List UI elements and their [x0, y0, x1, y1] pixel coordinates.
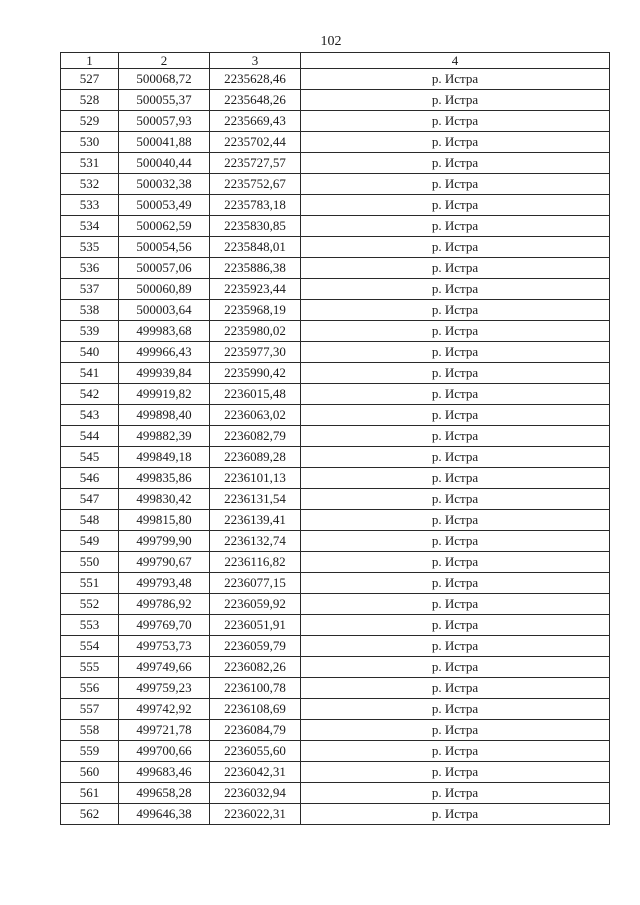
y-coordinate-cell: 2235848,01	[210, 237, 301, 258]
table-row	[61, 699, 610, 720]
description-cell: р. Истра	[301, 573, 610, 594]
x-coordinate-cell: 500041,88	[119, 132, 210, 153]
x-coordinate-cell: 500003,64	[119, 300, 210, 321]
y-coordinate-cell: 2236055,60	[210, 741, 301, 762]
y-coordinate-cell: 2236051,91	[210, 615, 301, 636]
description-cell: р. Истра	[301, 153, 610, 174]
y-coordinate-cell: 2236015,48	[210, 384, 301, 405]
y-coordinate-cell: 2236100,78	[210, 678, 301, 699]
description-cell: р. Истра	[301, 174, 610, 195]
point-number-cell: 555	[61, 657, 119, 678]
point-number-cell: 535	[61, 237, 119, 258]
y-coordinate-cell: 2236082,79	[210, 426, 301, 447]
point-number-cell: 547	[61, 489, 119, 510]
y-coordinate-cell: 2235648,26	[210, 90, 301, 111]
table-row	[61, 531, 610, 552]
x-coordinate-cell: 499721,78	[119, 720, 210, 741]
x-coordinate-cell: 499658,28	[119, 783, 210, 804]
description-cell: р. Истра	[301, 426, 610, 447]
description-cell: р. Истра	[301, 300, 610, 321]
header-row	[61, 53, 610, 69]
description-cell: р. Истра	[301, 510, 610, 531]
table-row	[61, 510, 610, 531]
point-number-cell: 539	[61, 321, 119, 342]
table-row	[61, 447, 610, 468]
x-coordinate-cell: 499898,40	[119, 405, 210, 426]
point-number-cell: 541	[61, 363, 119, 384]
description-cell: р. Истра	[301, 69, 610, 90]
table-row	[61, 342, 610, 363]
table-row	[61, 678, 610, 699]
y-coordinate-cell: 2235752,67	[210, 174, 301, 195]
point-number-cell: 532	[61, 174, 119, 195]
table-row	[61, 468, 610, 489]
header-col-3: 3	[210, 53, 301, 69]
table-row	[61, 300, 610, 321]
description-cell: р. Истра	[301, 447, 610, 468]
x-coordinate-cell: 499830,42	[119, 489, 210, 510]
table-row	[61, 153, 610, 174]
y-coordinate-cell: 2235830,85	[210, 216, 301, 237]
description-cell: р. Истра	[301, 741, 610, 762]
table-row	[61, 174, 610, 195]
table-row	[61, 384, 610, 405]
y-coordinate-cell: 2236022,31	[210, 804, 301, 825]
y-coordinate-cell: 2236063,02	[210, 405, 301, 426]
x-coordinate-cell: 499835,86	[119, 468, 210, 489]
table-row	[61, 720, 610, 741]
table-row	[61, 279, 610, 300]
table-body	[61, 69, 610, 825]
point-number-cell: 562	[61, 804, 119, 825]
y-coordinate-cell: 2236132,74	[210, 531, 301, 552]
header-col-2: 2	[119, 53, 210, 69]
description-cell: р. Истра	[301, 321, 610, 342]
y-coordinate-cell: 2235886,38	[210, 258, 301, 279]
x-coordinate-cell: 499799,90	[119, 531, 210, 552]
x-coordinate-cell: 500040,44	[119, 153, 210, 174]
point-number-cell: 560	[61, 762, 119, 783]
x-coordinate-cell: 500062,59	[119, 216, 210, 237]
point-number-cell: 528	[61, 90, 119, 111]
y-coordinate-cell: 2235980,02	[210, 321, 301, 342]
description-cell: р. Истра	[301, 615, 610, 636]
table-row	[61, 90, 610, 111]
x-coordinate-cell: 499882,39	[119, 426, 210, 447]
y-coordinate-cell: 2236059,79	[210, 636, 301, 657]
point-number-cell: 529	[61, 111, 119, 132]
point-number-cell: 533	[61, 195, 119, 216]
description-cell: р. Истра	[301, 804, 610, 825]
x-coordinate-cell: 500054,56	[119, 237, 210, 258]
table-row	[61, 573, 610, 594]
x-coordinate-cell: 500057,06	[119, 258, 210, 279]
table-row	[61, 321, 610, 342]
point-number-cell: 543	[61, 405, 119, 426]
point-number-cell: 558	[61, 720, 119, 741]
y-coordinate-cell: 2236139,41	[210, 510, 301, 531]
table-row	[61, 111, 610, 132]
description-cell: р. Истра	[301, 384, 610, 405]
point-number-cell: 534	[61, 216, 119, 237]
table-row	[61, 216, 610, 237]
table-row	[61, 594, 610, 615]
point-number-cell: 530	[61, 132, 119, 153]
y-coordinate-cell: 2236116,82	[210, 552, 301, 573]
point-number-cell: 540	[61, 342, 119, 363]
y-coordinate-cell: 2236059,92	[210, 594, 301, 615]
x-coordinate-cell: 500053,49	[119, 195, 210, 216]
table-row	[61, 426, 610, 447]
table-row	[61, 258, 610, 279]
table-row	[61, 132, 610, 153]
description-cell: р. Истра	[301, 678, 610, 699]
y-coordinate-cell: 2236108,69	[210, 699, 301, 720]
point-number-cell: 544	[61, 426, 119, 447]
table-row	[61, 615, 610, 636]
description-cell: р. Истра	[301, 405, 610, 426]
table-row	[61, 363, 610, 384]
y-coordinate-cell: 2235968,19	[210, 300, 301, 321]
description-cell: р. Истра	[301, 489, 610, 510]
description-cell: р. Истра	[301, 279, 610, 300]
description-cell: р. Истра	[301, 237, 610, 258]
point-number-cell: 527	[61, 69, 119, 90]
x-coordinate-cell: 499759,23	[119, 678, 210, 699]
table-row	[61, 804, 610, 825]
point-number-cell: 561	[61, 783, 119, 804]
table-row	[61, 741, 610, 762]
description-cell: р. Истра	[301, 594, 610, 615]
point-number-cell: 537	[61, 279, 119, 300]
x-coordinate-cell: 499742,92	[119, 699, 210, 720]
x-coordinate-cell: 499939,84	[119, 363, 210, 384]
description-cell: р. Истра	[301, 363, 610, 384]
description-cell: р. Истра	[301, 258, 610, 279]
description-cell: р. Истра	[301, 636, 610, 657]
y-coordinate-cell: 2235923,44	[210, 279, 301, 300]
x-coordinate-cell: 499793,48	[119, 573, 210, 594]
table-row	[61, 783, 610, 804]
description-cell: р. Истра	[301, 720, 610, 741]
point-number-cell: 549	[61, 531, 119, 552]
y-coordinate-cell: 2235702,44	[210, 132, 301, 153]
x-coordinate-cell: 500060,89	[119, 279, 210, 300]
table-row	[61, 195, 610, 216]
point-number-cell: 538	[61, 300, 119, 321]
x-coordinate-cell: 500068,72	[119, 69, 210, 90]
table-header	[61, 53, 610, 69]
table-row	[61, 489, 610, 510]
coordinates-table	[60, 52, 610, 825]
point-number-cell: 559	[61, 741, 119, 762]
description-cell: р. Истра	[301, 195, 610, 216]
table-row	[61, 69, 610, 90]
point-number-cell: 551	[61, 573, 119, 594]
description-cell: р. Истра	[301, 90, 610, 111]
y-coordinate-cell: 2235727,57	[210, 153, 301, 174]
page-number: 102	[320, 34, 342, 49]
x-coordinate-cell: 500032,38	[119, 174, 210, 195]
y-coordinate-cell: 2236131,54	[210, 489, 301, 510]
description-cell: р. Истра	[301, 531, 610, 552]
x-coordinate-cell: 499966,43	[119, 342, 210, 363]
description-cell: р. Истра	[301, 342, 610, 363]
table-row	[61, 405, 610, 426]
point-number-cell: 556	[61, 678, 119, 699]
y-coordinate-cell: 2235977,30	[210, 342, 301, 363]
description-cell: р. Истра	[301, 762, 610, 783]
description-cell: р. Истра	[301, 657, 610, 678]
x-coordinate-cell: 499769,70	[119, 615, 210, 636]
table-row	[61, 762, 610, 783]
x-coordinate-cell: 500057,93	[119, 111, 210, 132]
description-cell: р. Истра	[301, 783, 610, 804]
y-coordinate-cell: 2236089,28	[210, 447, 301, 468]
y-coordinate-cell: 2235990,42	[210, 363, 301, 384]
description-cell: р. Истра	[301, 111, 610, 132]
table-row	[61, 237, 610, 258]
point-number-cell: 552	[61, 594, 119, 615]
x-coordinate-cell: 499849,18	[119, 447, 210, 468]
point-number-cell: 554	[61, 636, 119, 657]
point-number-cell: 546	[61, 468, 119, 489]
x-coordinate-cell: 499786,92	[119, 594, 210, 615]
point-number-cell: 536	[61, 258, 119, 279]
y-coordinate-cell: 2236042,31	[210, 762, 301, 783]
point-number-cell: 542	[61, 384, 119, 405]
description-cell: р. Истра	[301, 132, 610, 153]
x-coordinate-cell: 499919,82	[119, 384, 210, 405]
x-coordinate-cell: 499790,67	[119, 552, 210, 573]
y-coordinate-cell: 2235669,43	[210, 111, 301, 132]
x-coordinate-cell: 499646,38	[119, 804, 210, 825]
y-coordinate-cell: 2236077,15	[210, 573, 301, 594]
point-number-cell: 548	[61, 510, 119, 531]
table-row	[61, 657, 610, 678]
y-coordinate-cell: 2235628,46	[210, 69, 301, 90]
point-number-cell: 545	[61, 447, 119, 468]
table-row	[61, 636, 610, 657]
y-coordinate-cell: 2236101,13	[210, 468, 301, 489]
point-number-cell: 557	[61, 699, 119, 720]
y-coordinate-cell: 2236084,79	[210, 720, 301, 741]
header-col-1: 1	[61, 53, 119, 69]
x-coordinate-cell: 499753,73	[119, 636, 210, 657]
x-coordinate-cell: 499700,66	[119, 741, 210, 762]
description-cell: р. Истра	[301, 216, 610, 237]
description-cell: р. Истра	[301, 699, 610, 720]
x-coordinate-cell: 499983,68	[119, 321, 210, 342]
y-coordinate-cell: 2235783,18	[210, 195, 301, 216]
y-coordinate-cell: 2236082,26	[210, 657, 301, 678]
table-row	[61, 552, 610, 573]
x-coordinate-cell: 499815,80	[119, 510, 210, 531]
description-cell: р. Истра	[301, 468, 610, 489]
description-cell: р. Истра	[301, 552, 610, 573]
point-number-cell: 550	[61, 552, 119, 573]
header-col-4: 4	[301, 53, 610, 69]
x-coordinate-cell: 500055,37	[119, 90, 210, 111]
point-number-cell: 553	[61, 615, 119, 636]
x-coordinate-cell: 499749,66	[119, 657, 210, 678]
point-number-cell: 531	[61, 153, 119, 174]
y-coordinate-cell: 2236032,94	[210, 783, 301, 804]
x-coordinate-cell: 499683,46	[119, 762, 210, 783]
